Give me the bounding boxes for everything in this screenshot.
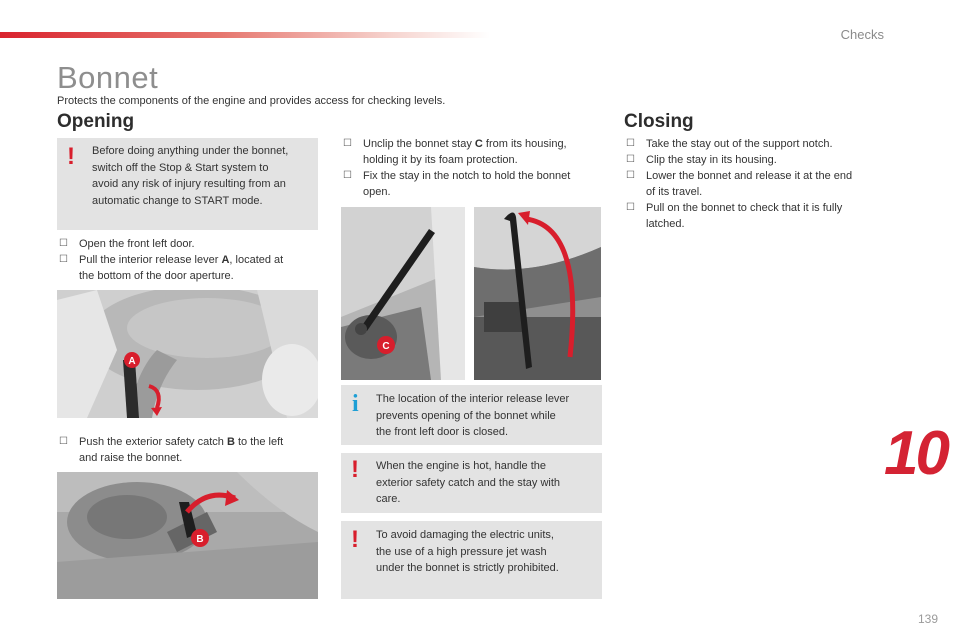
steps-safety-catch xyxy=(58,434,320,466)
info-text: The location of the interior release lever prevents opening of the bonnet while the front left door is closed. xyxy=(376,393,570,438)
check-box-icon: ☐ xyxy=(626,138,635,149)
photo-exterior-safety-catch xyxy=(57,472,318,599)
steps-bonnet-stay xyxy=(342,136,604,200)
warning-text: When the engine is hot, handle the exterior safety catch and the stay with care. xyxy=(376,460,561,505)
callout-a-label: A xyxy=(128,356,136,367)
list-item: ☐ Unclip the bonnet stay C from its housing, holding it by its foam protection. xyxy=(343,138,567,166)
chapter-number: 10 xyxy=(884,419,947,488)
section-name: Checks xyxy=(840,27,884,42)
info-icon: i xyxy=(352,391,359,417)
warning-icon: ! xyxy=(351,526,359,553)
photo-interior-release-lever xyxy=(57,290,318,418)
closing-heading: Closing xyxy=(624,111,694,132)
warning-text: To avoid damaging the electric units, the use of a high pressure jet wash under the bonnet is strictly prohibited. xyxy=(376,529,559,574)
opening-heading: Opening xyxy=(57,111,135,132)
check-box-icon: ☐ xyxy=(626,170,635,181)
photo-bonnet-stay-housing xyxy=(341,207,465,380)
list-item: ☐ Clip the stay in its housing. xyxy=(626,154,777,166)
check-box-icon: ☐ xyxy=(343,138,352,149)
check-box-icon: ☐ xyxy=(343,170,352,181)
warning-box-pressure-wash xyxy=(341,521,602,599)
list-item: ☐ Pull on the bonnet to check that it is fully latched. xyxy=(626,202,843,230)
callout-b-label: B xyxy=(196,534,204,545)
check-box-icon: ☐ xyxy=(626,154,635,165)
list-item: ☐ Open the front left door. xyxy=(59,238,195,250)
warning-icon: ! xyxy=(351,456,359,483)
info-box-release-lever xyxy=(341,385,602,445)
intro-text: Protects the components of the engine and provides access for checking levels. xyxy=(57,95,446,107)
warning-box-stop-start xyxy=(57,138,318,230)
check-box-icon: ☐ xyxy=(59,254,68,265)
page-number: 139 xyxy=(917,612,938,626)
list-item: ☐ Lower the bonnet and release it at the end of its travel. xyxy=(626,170,853,198)
photo-bonnet-stay-notch xyxy=(474,207,601,380)
list-item: ☐ Pull the interior release lever A, located at the bottom of the door aperture. xyxy=(59,254,284,282)
list-item: ☐ Push the exterior safety catch B to the left and raise the bonnet. xyxy=(59,436,284,464)
list-item: ☐ Take the stay out of the support notch. xyxy=(626,138,833,150)
steps-closing xyxy=(625,136,887,232)
check-box-icon: ☐ xyxy=(59,436,68,447)
check-box-icon: ☐ xyxy=(626,202,635,213)
callout-c-label: C xyxy=(382,341,390,352)
check-box-icon: ☐ xyxy=(59,238,68,249)
steps-open-door xyxy=(58,236,320,284)
warning-text: Before doing anything under the bonnet, switch off the Stop & Start system to avoid any risk of injury resulting from an automatic change to START mode. xyxy=(92,145,289,207)
warning-box-hot-engine xyxy=(341,453,602,513)
header-accent-bar xyxy=(0,32,490,38)
page-title: Bonnet xyxy=(57,60,159,95)
warning-icon: ! xyxy=(67,143,75,170)
list-item: ☐ Fix the stay in the notch to hold the bonnet open. xyxy=(343,170,571,198)
